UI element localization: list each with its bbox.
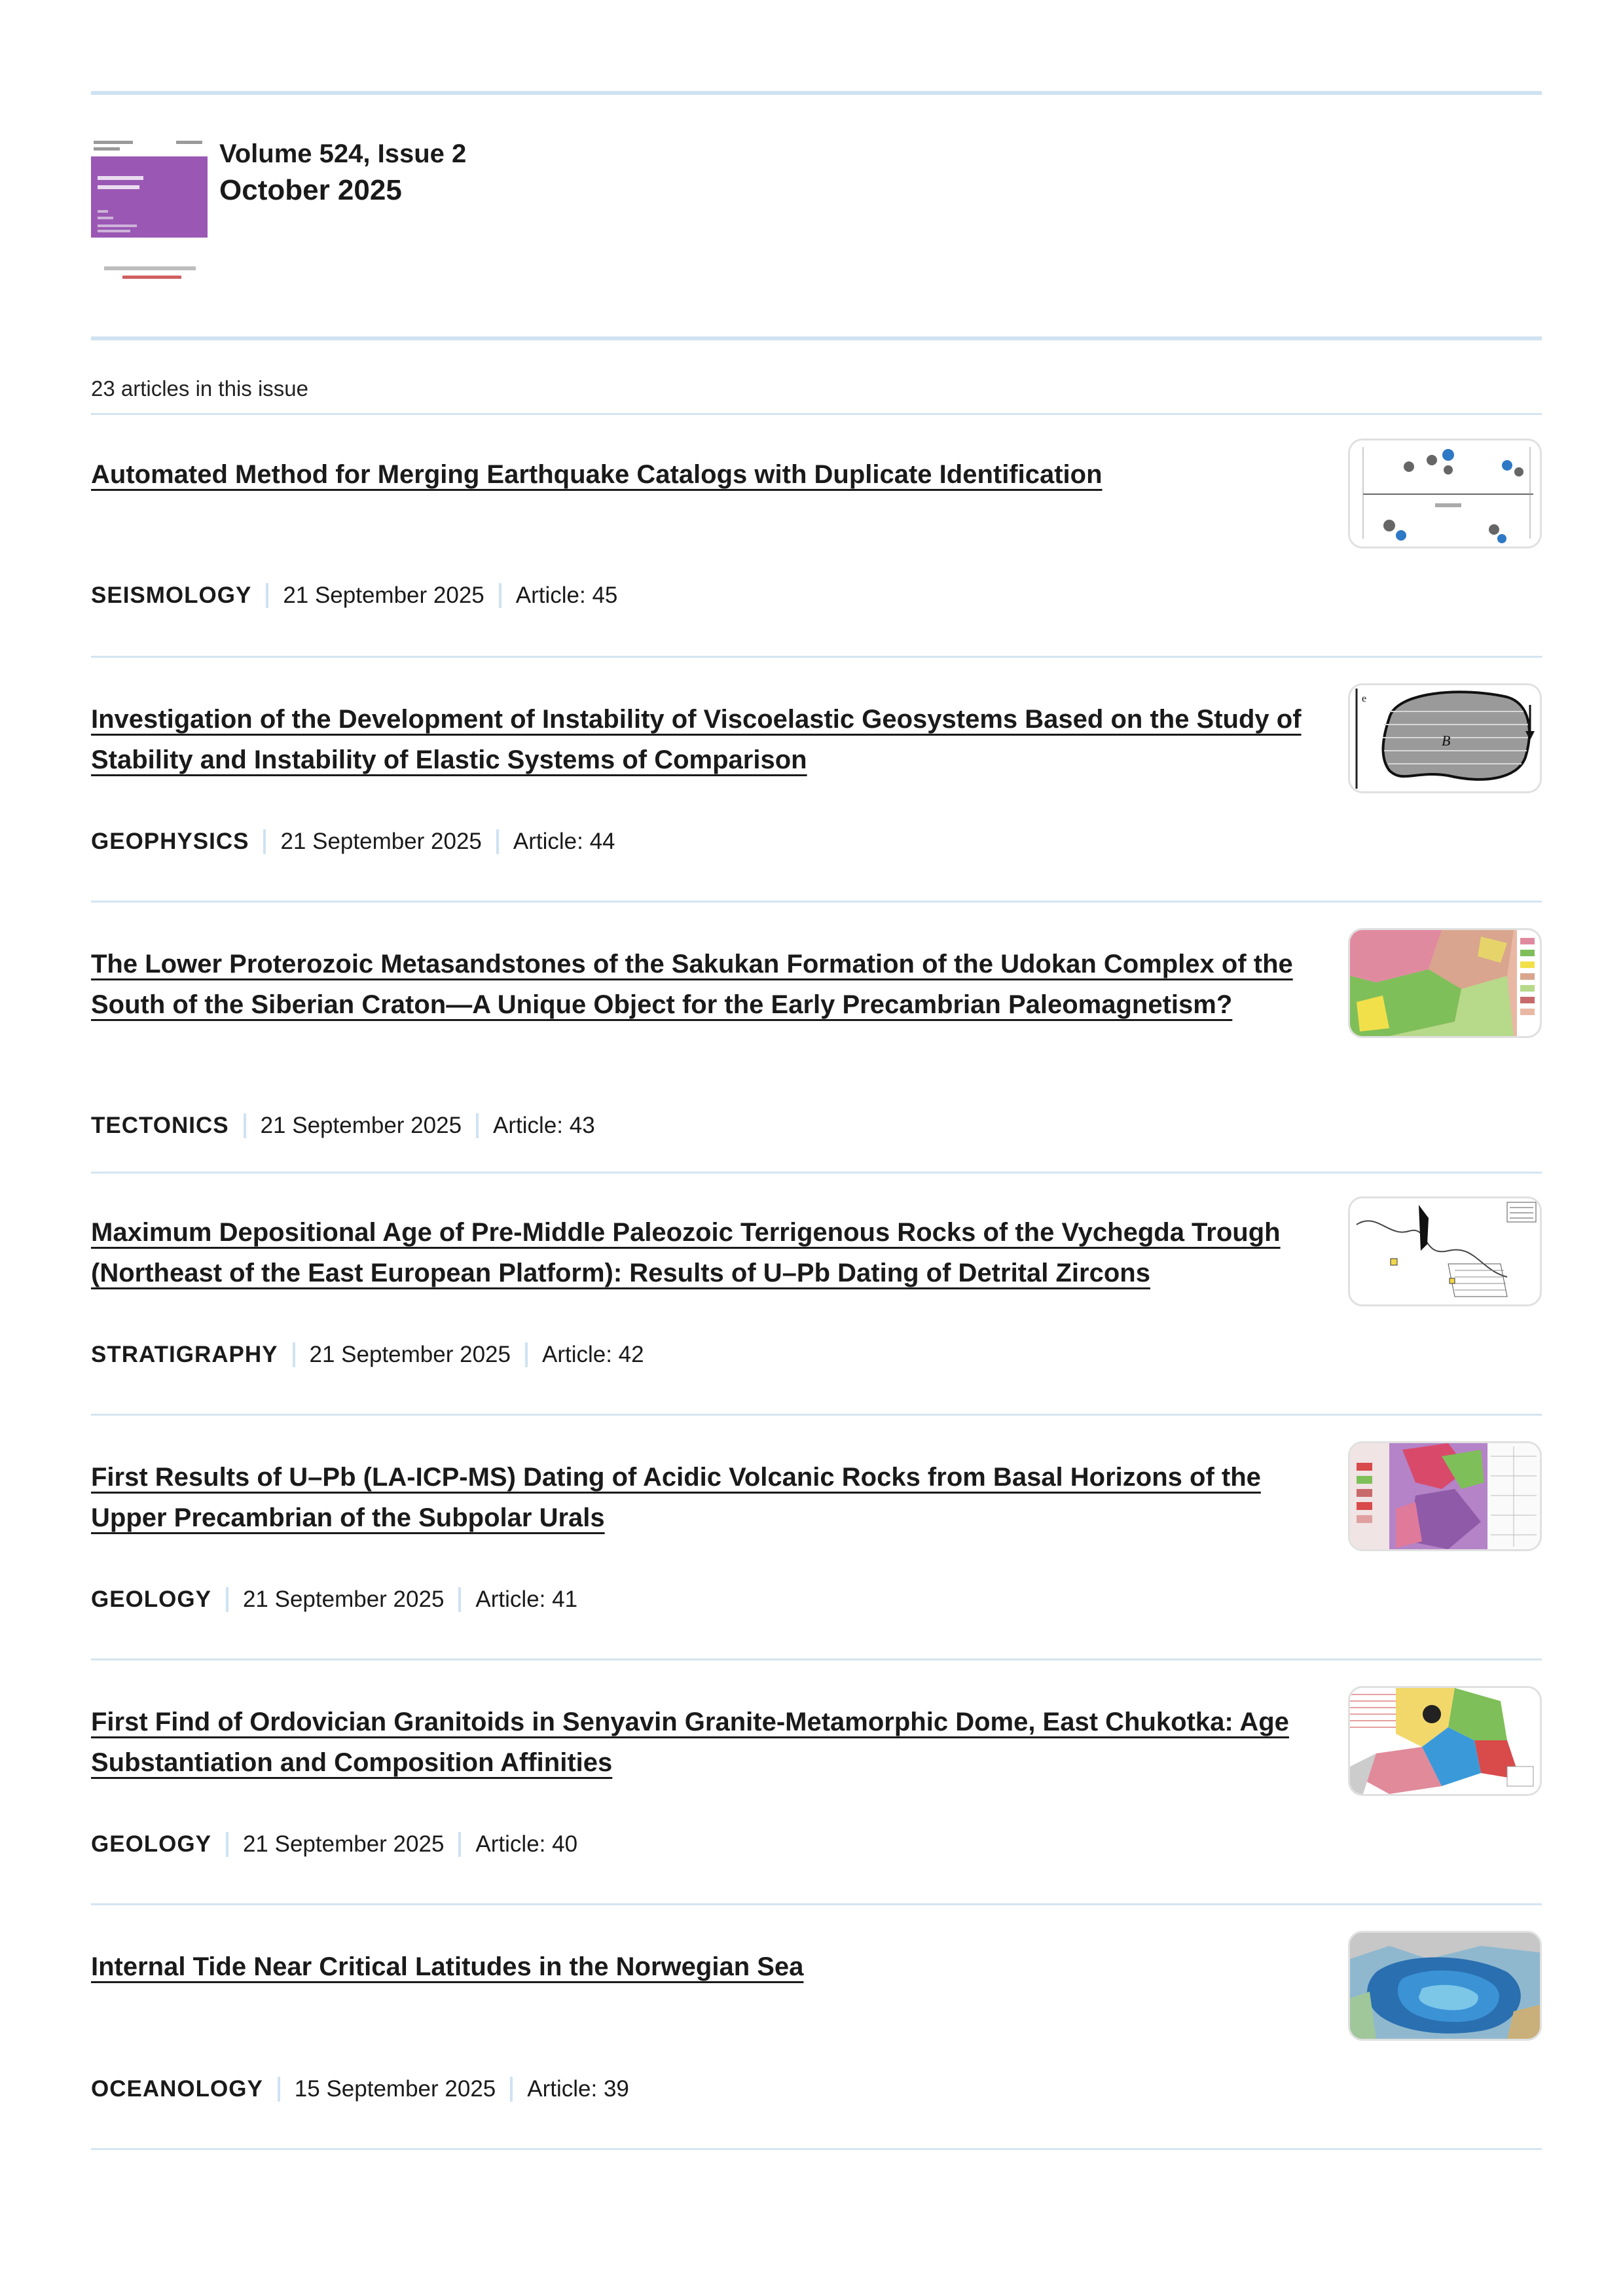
article-title <box>91 454 1315 495</box>
article-divider <box>91 1659 1542 1660</box>
article-title <box>91 1946 1315 1987</box>
meta-separator <box>278 2077 280 2102</box>
article-subject[interactable]: GEOLOGY <box>91 1587 211 1612</box>
article-title-link[interactable]: First Results of U–Pb (LA-ICP-MS) Dating of Acidic Volcanic Rocks from Basal Horizons of the Upper Precambrian of the Subpolar Urals <box>91 1463 1261 1532</box>
article-subject[interactable]: GEOPHYSICS <box>91 829 249 854</box>
scatter-diagram-thumbnail[interactable] <box>1348 439 1542 548</box>
article-meta <box>91 2075 629 2104</box>
count-divider <box>91 413 1542 415</box>
bathymetry-map-thumbnail[interactable] <box>1348 1931 1542 2041</box>
article-date: 21 September 2025 <box>242 1587 445 1612</box>
cover-publisher-logo <box>122 276 181 279</box>
thumbnail-graphic <box>1350 1933 1540 2039</box>
meta-separator <box>458 1587 461 1612</box>
journal-cover-image[interactable] <box>91 135 208 290</box>
article-number: Article: 39 <box>527 2076 629 2102</box>
meta-separator <box>476 1113 479 1138</box>
article-meta <box>91 1585 577 1614</box>
meta-separator <box>244 1113 246 1138</box>
hatched-body-diagram-thumbnail[interactable] <box>1348 683 1542 793</box>
article-number: Article: 43 <box>493 1113 595 1138</box>
meta-separator <box>263 829 266 854</box>
article-count: 23 articles in this issue <box>91 376 308 401</box>
article-subject[interactable]: GEOLOGY <box>91 1831 211 1857</box>
article-number: Article: 40 <box>475 1831 578 1857</box>
article-title <box>91 699 1315 780</box>
svg-text:B: B <box>1442 732 1451 749</box>
meta-separator <box>226 1832 228 1857</box>
article-number: Article: 45 <box>515 583 618 608</box>
meta-separator <box>458 1832 461 1857</box>
article-divider <box>91 656 1542 658</box>
article-date: 21 September 2025 <box>260 1113 462 1138</box>
meta-separator <box>496 829 499 854</box>
article-title <box>91 944 1315 1025</box>
article-divider <box>91 1414 1542 1416</box>
article-number: Article: 42 <box>541 1342 644 1367</box>
article-divider <box>91 1172 1542 1174</box>
top-divider <box>91 91 1542 95</box>
article-number: Article: 41 <box>475 1587 578 1612</box>
article-date: 21 September 2025 <box>283 583 484 608</box>
thumbnail-graphic <box>1350 440 1540 547</box>
meta-separator <box>499 583 501 608</box>
thumbnail-graphic <box>1350 1688 1540 1794</box>
thumbnail-graphic <box>1350 685 1540 791</box>
meta-separator <box>293 1342 295 1367</box>
thumbnail-graphic <box>1350 1443 1540 1549</box>
article-date: 21 September 2025 <box>280 829 482 854</box>
cover-top-strip <box>91 141 208 155</box>
issue-volume: Volume 524, Issue 2 <box>219 139 467 168</box>
meta-separator <box>510 2077 513 2102</box>
article-subject[interactable]: STRATIGRAPHY <box>91 1342 278 1367</box>
article-divider <box>91 1903 1542 1905</box>
article-subject[interactable]: SEISMOLOGY <box>91 583 252 608</box>
article-title-link[interactable]: First Find of Ordovician Granitoids in Senyavin Granite-Metamorphic Dome, East Chukotka: Age Substantiation and Composition Affinities <box>91 1708 1289 1777</box>
article-title <box>91 1212 1315 1293</box>
thumbnail-graphic <box>1350 1198 1540 1304</box>
article-title-link[interactable]: Investigation of the Development of Instability of Viscoelastic Geosystems Based on the Study of Stability and Instability of Elastic Systems of Comparison <box>91 705 1302 774</box>
meta-separator <box>266 583 268 608</box>
article-meta <box>91 1830 577 1859</box>
article-date: 21 September 2025 <box>309 1342 511 1367</box>
article-date: 21 September 2025 <box>242 1831 445 1857</box>
article-subject[interactable]: TECTONICS <box>91 1113 229 1138</box>
article-divider <box>91 2148 1542 2150</box>
article-meta <box>91 1111 595 1140</box>
article-meta <box>91 581 617 610</box>
geologic-map-thumbnail[interactable] <box>1348 1686 1542 1796</box>
location-map-thumbnail[interactable] <box>1348 1196 1542 1306</box>
article-title-link[interactable]: Automated Method for Merging Earthquake Catalogs with Duplicate Identification <box>91 460 1103 489</box>
article-title <box>91 1702 1315 1783</box>
article-number: Article: 44 <box>513 829 615 854</box>
article-title <box>91 1457 1315 1538</box>
meta-separator <box>226 1587 228 1612</box>
article-date: 15 September 2025 <box>294 2076 496 2102</box>
article-meta <box>91 827 615 856</box>
article-title-link[interactable]: Maximum Depositional Age of Pre-Middle Paleozoic Terrigenous Rocks of the Vychegda Trough (Northeast of the East European Platform): Results of U–Pb Dating of Detrital Zircons <box>91 1218 1281 1287</box>
article-subject[interactable]: OCEANOLOGY <box>91 2076 263 2102</box>
cover-publisher-line <box>104 266 196 270</box>
article-meta <box>91 1340 644 1369</box>
issue-info <box>219 135 466 209</box>
article-title-link[interactable]: The Lower Proterozoic Metasandstones of the Sakukan Formation of the Udokan Complex of the South of the Siberian Craton—A Unique Object for the Early Precambrian Paleomagnetism? <box>91 950 1293 1019</box>
geologic-map-thumbnail[interactable] <box>1348 1441 1542 1551</box>
cover-band <box>91 156 208 238</box>
geologic-map-thumbnail[interactable] <box>1348 928 1542 1038</box>
header-divider <box>91 336 1542 340</box>
thumbnail-graphic <box>1350 930 1540 1036</box>
meta-separator <box>525 1342 528 1367</box>
article-divider <box>91 901 1542 903</box>
article-title-link[interactable]: Internal Tide Near Critical Latitudes in the Norwegian Sea <box>91 1952 804 1981</box>
issue-date: October 2025 <box>219 174 402 206</box>
svg-text:e: e <box>1362 693 1367 704</box>
